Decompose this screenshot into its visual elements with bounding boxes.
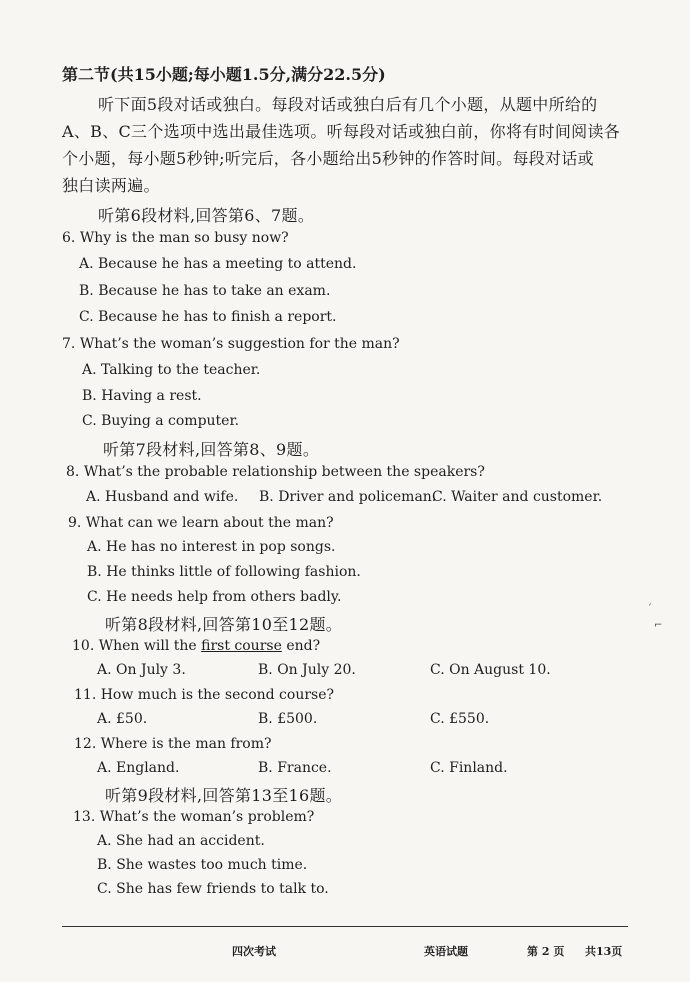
option: C. £550. xyxy=(430,711,490,727)
scan-mark: ⌐ xyxy=(654,620,663,631)
group-lead: 听第8段材料,回答第10至12题。 xyxy=(105,615,343,634)
footer-rule xyxy=(62,926,628,927)
question-number: 8. xyxy=(66,464,80,480)
option: C. He needs help from others badly. xyxy=(87,589,342,605)
question-number: 6. xyxy=(62,230,76,246)
option: B. Driver and policeman. xyxy=(259,489,437,505)
option: B. On July 20. xyxy=(258,662,356,678)
question-text-before: When will the xyxy=(98,638,202,654)
option: C. On August 10. xyxy=(430,662,551,678)
option: B. France. xyxy=(258,760,332,776)
question-number: 9. xyxy=(68,515,82,531)
instruction-line-1: 听下面5段对话或独白。每段对话或独白后有几个小题，从题中所给的 xyxy=(98,95,598,114)
option: C. Because he has to finish a report. xyxy=(79,309,337,325)
footer-page-number: 第 2 页 xyxy=(527,945,565,958)
instruction-line-3: 个小题，每小题5秒钟;听完后，各小题给出5秒钟的作答时间。每段对话或 xyxy=(62,149,594,168)
option: B. She wastes too much time. xyxy=(97,857,308,873)
footer-total-pages: 共13页 xyxy=(585,945,623,958)
question-number: 10. xyxy=(72,638,95,654)
question-text-after: end? xyxy=(281,638,321,654)
option: A. Husband and wife. xyxy=(86,489,239,505)
question-text: What’s the probable relationship between the speakers? xyxy=(83,464,485,480)
option: A. She had an accident. xyxy=(97,833,265,849)
option: C. She has few friends to talk to. xyxy=(97,881,329,897)
question-text: Why is the man so busy now? xyxy=(79,230,289,246)
scan-mark: ´ xyxy=(647,604,652,615)
option: A. He has no interest in pop songs. xyxy=(87,539,336,555)
option: C. Finland. xyxy=(430,760,508,776)
option: C. Waiter and customer. xyxy=(432,489,603,505)
question-text: What’s the woman’s suggestion for the man? xyxy=(79,336,400,352)
instruction-line-4: 独白读两遍。 xyxy=(62,176,160,195)
question-stem xyxy=(74,736,272,752)
section-heading: 第二节(共15小题;每小题1.5分,满分22.5分) xyxy=(62,65,386,84)
question-stem xyxy=(62,336,400,352)
option: B. £500. xyxy=(258,711,318,727)
instruction-line-2: A、B、C三个选项中选出最佳选项。听每段对话或独白前，你将有时间阅读各 xyxy=(62,122,621,141)
footer-subject: 英语试题 xyxy=(424,945,468,958)
option: A. Talking to the teacher. xyxy=(82,362,261,378)
option: B. Having a rest. xyxy=(82,388,202,404)
question-text-underlined: first course xyxy=(201,638,282,654)
option: B. Because he has to take an exam. xyxy=(79,283,331,299)
question-stem xyxy=(72,638,320,654)
question-stem xyxy=(74,687,334,703)
option: B. He thinks little of following fashion. xyxy=(87,564,361,580)
question-number: 12. xyxy=(74,736,97,752)
group-lead: 听第9段材料,回答第13至16题。 xyxy=(105,786,343,805)
question-text: What’s the woman’s problem? xyxy=(99,809,315,825)
question-number: 11. xyxy=(74,687,97,703)
option: A. Because he has a meeting to attend. xyxy=(79,256,357,272)
question-stem xyxy=(66,464,485,480)
footer-exam-name: 四次考试 xyxy=(232,945,276,958)
option: C. Buying a computer. xyxy=(82,413,240,429)
question-stem xyxy=(62,230,289,246)
question-number: 13. xyxy=(73,809,96,825)
option: A. £50. xyxy=(97,711,148,727)
option: A. On July 3. xyxy=(97,662,186,678)
question-stem xyxy=(73,809,314,825)
group-lead: 听第7段材料,回答第8、9题。 xyxy=(103,440,320,459)
question-text: What can we learn about the man? xyxy=(85,515,334,531)
option: A. England. xyxy=(97,760,180,776)
question-number: 7. xyxy=(62,336,76,352)
question-stem xyxy=(68,515,334,531)
question-text: How much is the second course? xyxy=(100,687,335,703)
group-lead: 听第6段材料,回答第6、7题。 xyxy=(98,206,315,225)
question-text: Where is the man from? xyxy=(100,736,272,752)
